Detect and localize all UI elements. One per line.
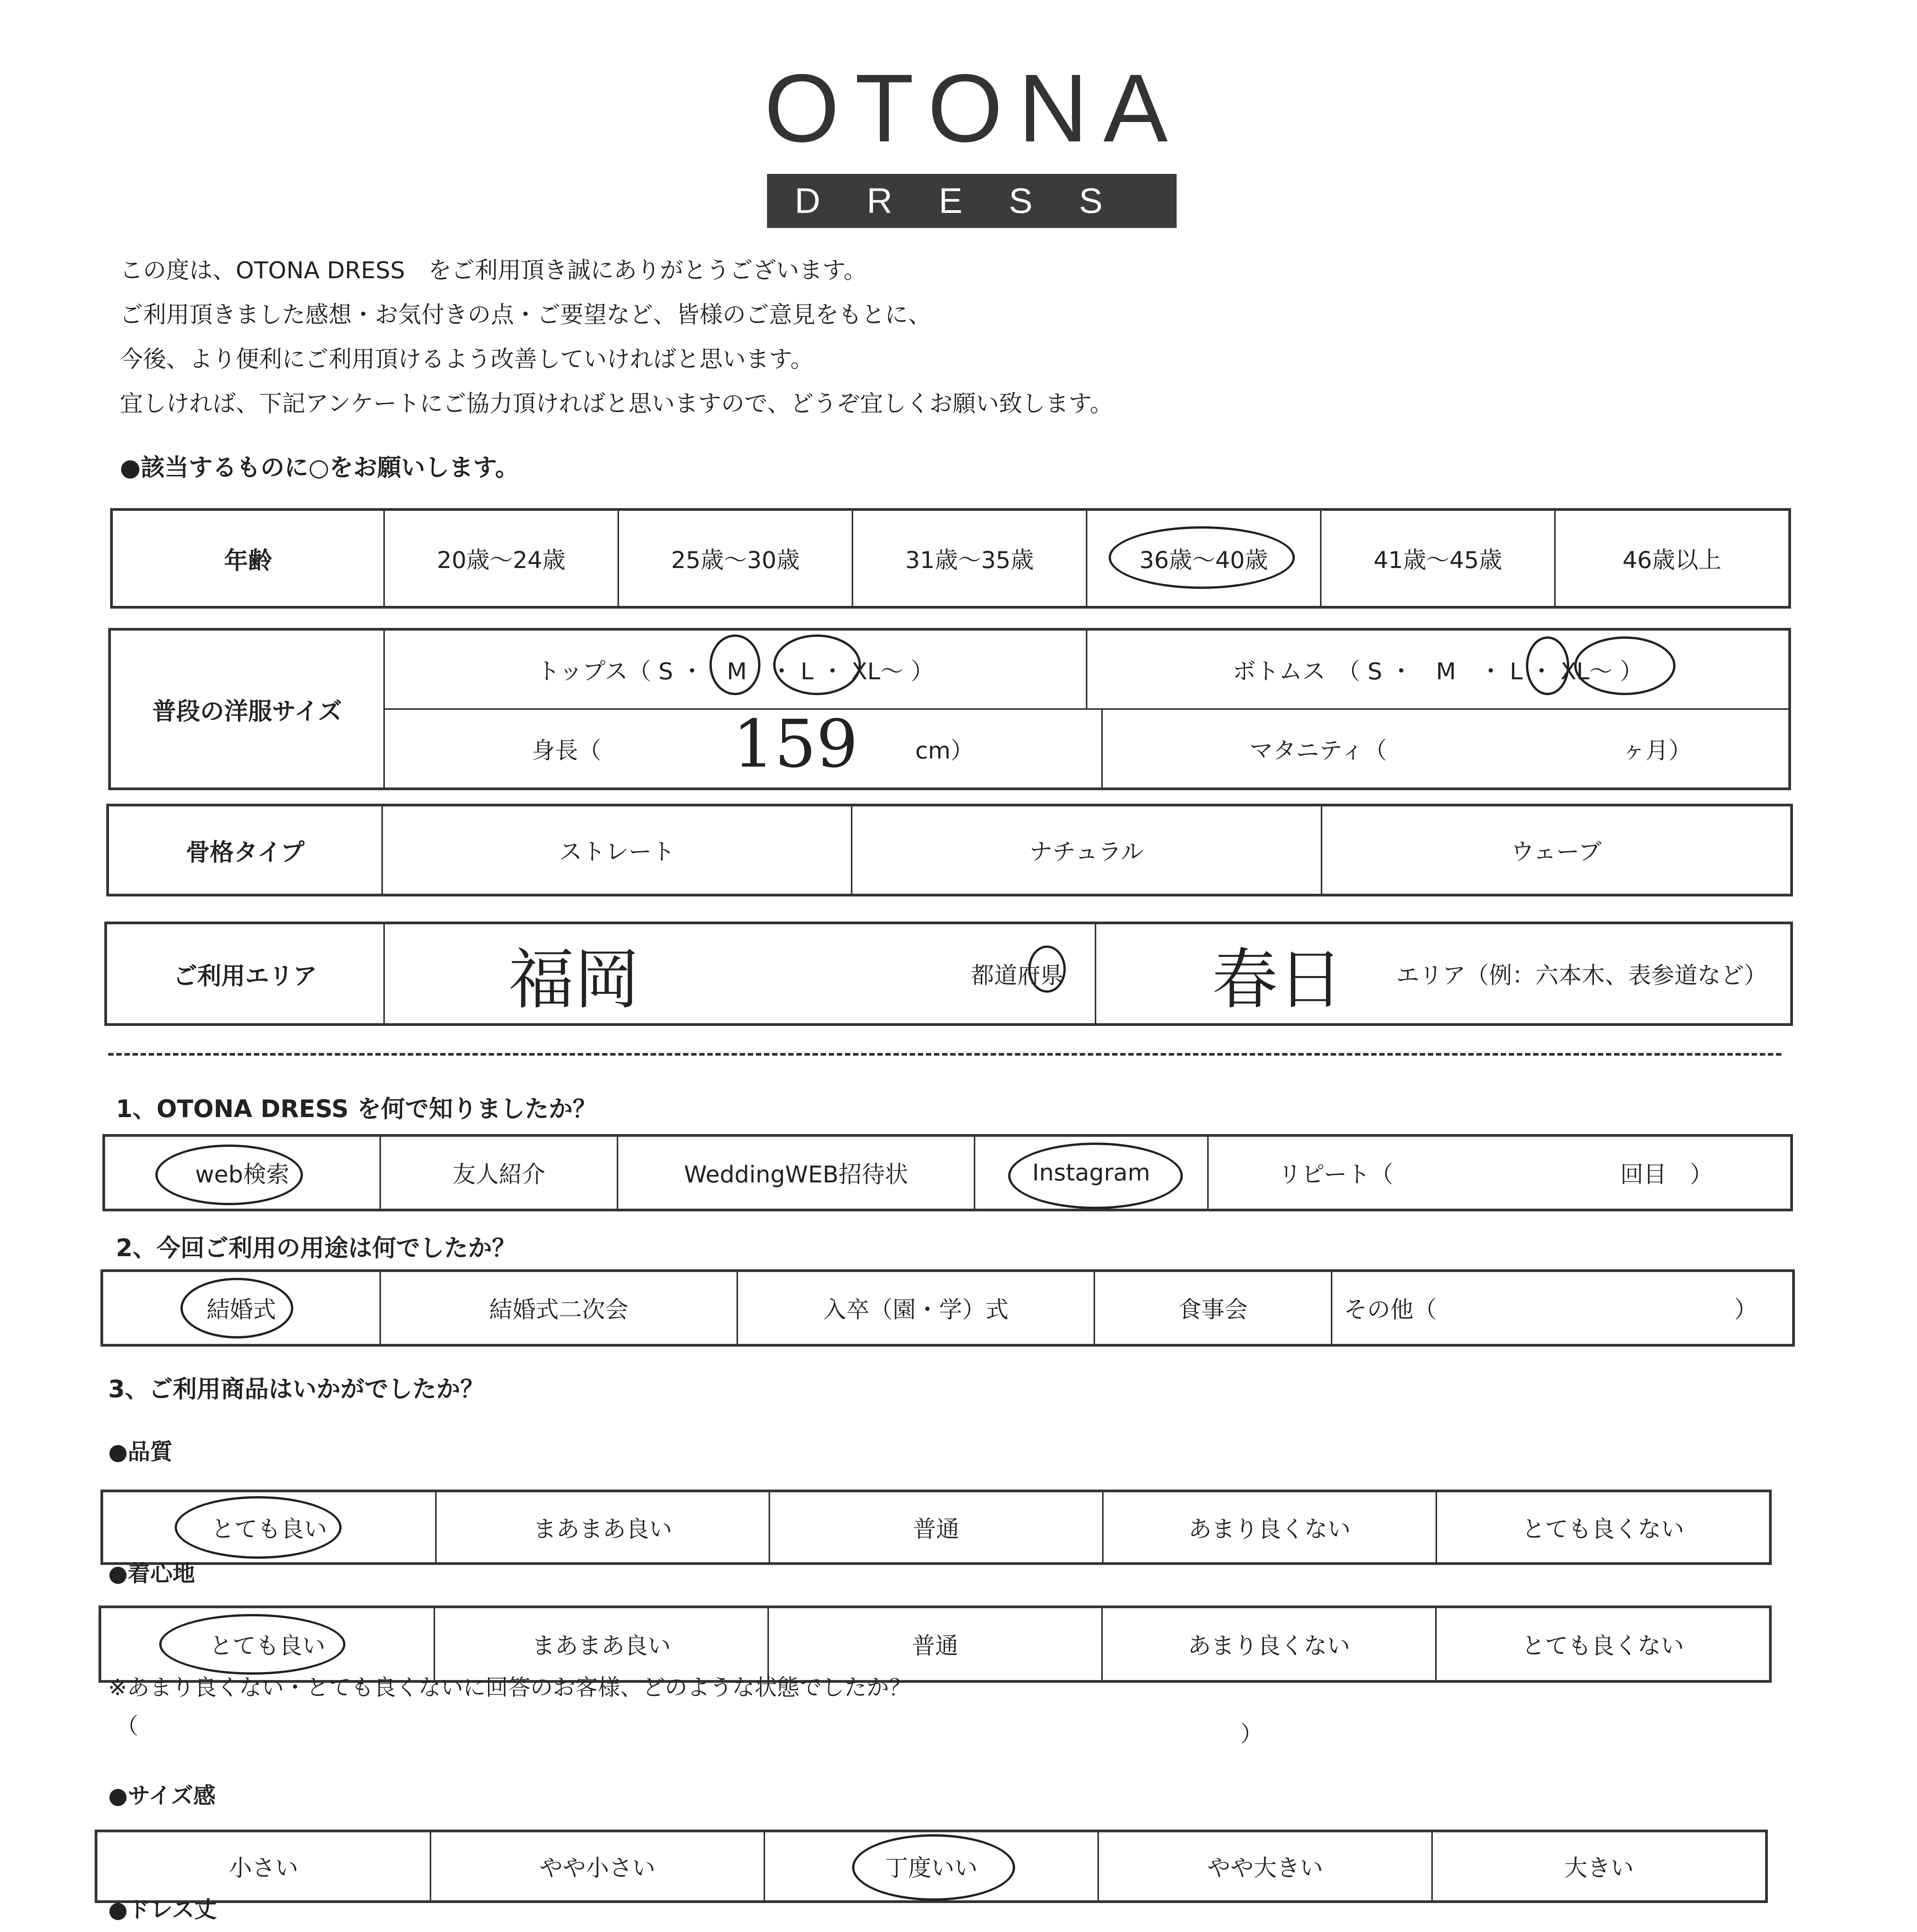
prefecture-field[interactable]	[383, 924, 1095, 1023]
fit-options-row	[95, 1830, 1768, 1903]
frame-row	[106, 804, 1793, 896]
age-option-31-35[interactable]: 31歳～35歳	[852, 511, 1086, 606]
fit-option-small[interactable]: 小さい	[229, 1855, 298, 1882]
age-option-41-45[interactable]: 41歳～45歳	[1320, 511, 1554, 606]
selection-circle	[852, 1834, 1015, 1901]
q2-option-dinner[interactable]: 食事会	[1094, 1272, 1331, 1344]
selection-circle	[1109, 526, 1295, 589]
quality-option-very-good-label: とても良い	[211, 1515, 327, 1543]
q1-options-row	[102, 1134, 1793, 1211]
brand-logo-dress: DRESS	[767, 174, 1177, 228]
fit-option-slightly-large[interactable]: やや大きい	[1097, 1832, 1431, 1900]
age-option-25-30[interactable]: 25歳～30歳	[617, 511, 852, 606]
q2-option-ceremony[interactable]: 入卒（園・学）式	[737, 1272, 1094, 1344]
comfort-option-good[interactable]: まあまあ良い	[434, 1608, 767, 1680]
age-option-36-40-label: 36歳～40歳	[1139, 547, 1268, 574]
comfort-option-very-good-label: とても良い	[209, 1633, 325, 1660]
selection-circle	[159, 1614, 345, 1675]
tops-size-field[interactable]	[385, 631, 1086, 708]
q1-option-instagram[interactable]	[974, 1137, 1207, 1209]
selection-circle	[773, 634, 861, 695]
selection-circle	[1526, 636, 1569, 695]
prefecture-suffix: 都道府県	[971, 962, 1064, 989]
maternity-unit: ヶ月）	[1622, 737, 1692, 764]
height-unit: cm）	[915, 737, 974, 764]
fit-option-large[interactable]: 大きい	[1431, 1832, 1765, 1900]
age-option-36-40[interactable]	[1086, 511, 1320, 606]
comfort-option-not-good[interactable]: あまり良くない	[1101, 1608, 1435, 1680]
area-handwritten-value: 春日	[1212, 941, 1344, 1018]
q3-title: 3、ご利用商品はいかがでしたか？	[108, 1375, 485, 1403]
selection-circle	[1028, 946, 1066, 993]
size-row-height	[385, 706, 1788, 787]
area-suffix: エリア（例：六本木、表参道など）	[1396, 962, 1767, 989]
section-divider	[108, 1053, 1781, 1056]
frame-label: 骨格タイプ	[186, 838, 304, 866]
area-row	[104, 922, 1793, 1026]
intro-line-3: 今後、より便利にご利用頂けるよう改善していければと思います。	[120, 346, 814, 373]
age-row	[110, 508, 1791, 609]
q2-option-other-close: ）	[1734, 1296, 1757, 1323]
quality-option-normal[interactable]: 普通	[769, 1492, 1102, 1562]
height-handwritten-value: 159	[733, 706, 858, 782]
comfort-answer-open: （	[116, 1713, 139, 1739]
size-grid	[383, 631, 1788, 787]
age-label: 年齢	[224, 546, 272, 575]
length-label: ●ドレス丈	[108, 1896, 217, 1923]
height-label: 身長（	[532, 737, 601, 764]
frame-option-natural[interactable]: ナチュラル	[851, 806, 1320, 894]
q2-option-other[interactable]	[1331, 1272, 1792, 1344]
quality-option-not-good[interactable]: あまり良くない	[1102, 1492, 1436, 1562]
q1-option-web-search-label: web検索	[195, 1161, 290, 1188]
q1-option-friend[interactable]: 友人紹介	[379, 1137, 617, 1209]
instruction-text: ●該当するものに○をお願いします。	[120, 453, 519, 481]
comfort-option-normal[interactable]: 普通	[767, 1608, 1101, 1680]
selection-circle	[1008, 1143, 1183, 1209]
intro-line-4: 宜しければ、下記アンケートにご協力頂ければと思いますので、どうぞ宜しくお願い致します。	[120, 390, 1113, 417]
quality-option-very-bad[interactable]: とても良くない	[1436, 1492, 1769, 1562]
comfort-label: ●着心地	[108, 1560, 195, 1587]
maternity-label: マタニティ（	[1250, 737, 1387, 764]
fit-option-slightly-small[interactable]: やや小さい	[430, 1832, 764, 1900]
q1-option-instagram-label: Instagram	[1032, 1159, 1150, 1186]
q1-option-wedding-web[interactable]: WeddingWEB招待状	[617, 1137, 974, 1209]
q2-option-other-label: その他（	[1344, 1296, 1437, 1323]
q2-option-wedding[interactable]	[103, 1272, 379, 1344]
area-label: ご利用エリア	[173, 961, 317, 990]
prefecture-handwritten-value: 福岡	[509, 941, 640, 1018]
intro-line-2: ご利用頂きました感想・お気付きの点・ご要望など、皆様のご意見をもとに、	[120, 301, 931, 328]
selection-circle	[175, 1496, 342, 1559]
q1-option-repeat-count: 回目 ）	[1620, 1161, 1713, 1188]
q2-option-wedding-label: 結婚式	[206, 1296, 276, 1323]
quality-option-very-good[interactable]	[103, 1492, 435, 1562]
q1-title: 1、OTONA DRESS を何で知りましたか？	[116, 1095, 597, 1123]
height-field[interactable]	[385, 706, 1101, 787]
selection-circle	[1574, 636, 1675, 695]
size-label: 普段の洋服サイズ	[152, 697, 342, 725]
q2-title: 2、今回ご利用の用途は何でしたか？	[116, 1234, 516, 1262]
age-option-20-24[interactable]: 20歳～24歳	[383, 511, 617, 606]
quality-label: ●品質	[108, 1439, 173, 1465]
q1-option-repeat[interactable]	[1207, 1137, 1790, 1209]
comfort-answer-close: ）	[1240, 1721, 1263, 1747]
frame-option-straight[interactable]: ストレート	[381, 806, 851, 894]
tops-size-text: トップス（ S ・ M ・ L ・ XL～ ）	[536, 658, 934, 685]
area-field[interactable]	[1095, 924, 1791, 1023]
size-block	[108, 628, 1791, 790]
quality-options-row	[100, 1490, 1772, 1565]
intro-line-1: この度は、OTONA DRESS をご利用頂き誠にありがとうございます。	[120, 257, 867, 284]
selection-circle	[155, 1145, 303, 1205]
fit-option-just-right-label: 丁度いい	[885, 1855, 978, 1882]
comfort-note: ※あまり良くない・とても良くないに回答のお客様、どのような状態でしたか？	[108, 1674, 912, 1701]
size-row-clothes	[385, 631, 1788, 710]
age-option-46-plus[interactable]: 46歳以上	[1554, 511, 1788, 606]
maternity-field[interactable]	[1101, 710, 1788, 787]
brand-logo-otona: OTONA	[764, 54, 1184, 162]
fit-label: ●サイズ感	[108, 1782, 216, 1809]
bottoms-size-field[interactable]	[1086, 631, 1788, 708]
bottoms-size-text: ボトムス （ S ・ M ・ L ・ XL～ ）	[1232, 658, 1643, 685]
q2-options-row	[100, 1269, 1795, 1347]
selection-circle	[180, 1278, 293, 1338]
frame-option-wave[interactable]: ウェーブ	[1321, 806, 1790, 894]
q2-option-afterparty[interactable]: 結婚式二次会	[379, 1272, 737, 1344]
fit-option-just-right[interactable]	[764, 1832, 1097, 1900]
selection-circle	[709, 634, 760, 695]
q1-option-repeat-label: リピート（	[1278, 1161, 1393, 1188]
quality-option-good[interactable]: まあまあ良い	[435, 1492, 769, 1562]
q1-option-web-search[interactable]	[105, 1137, 379, 1209]
comfort-option-very-bad[interactable]: とても良くない	[1435, 1608, 1769, 1680]
